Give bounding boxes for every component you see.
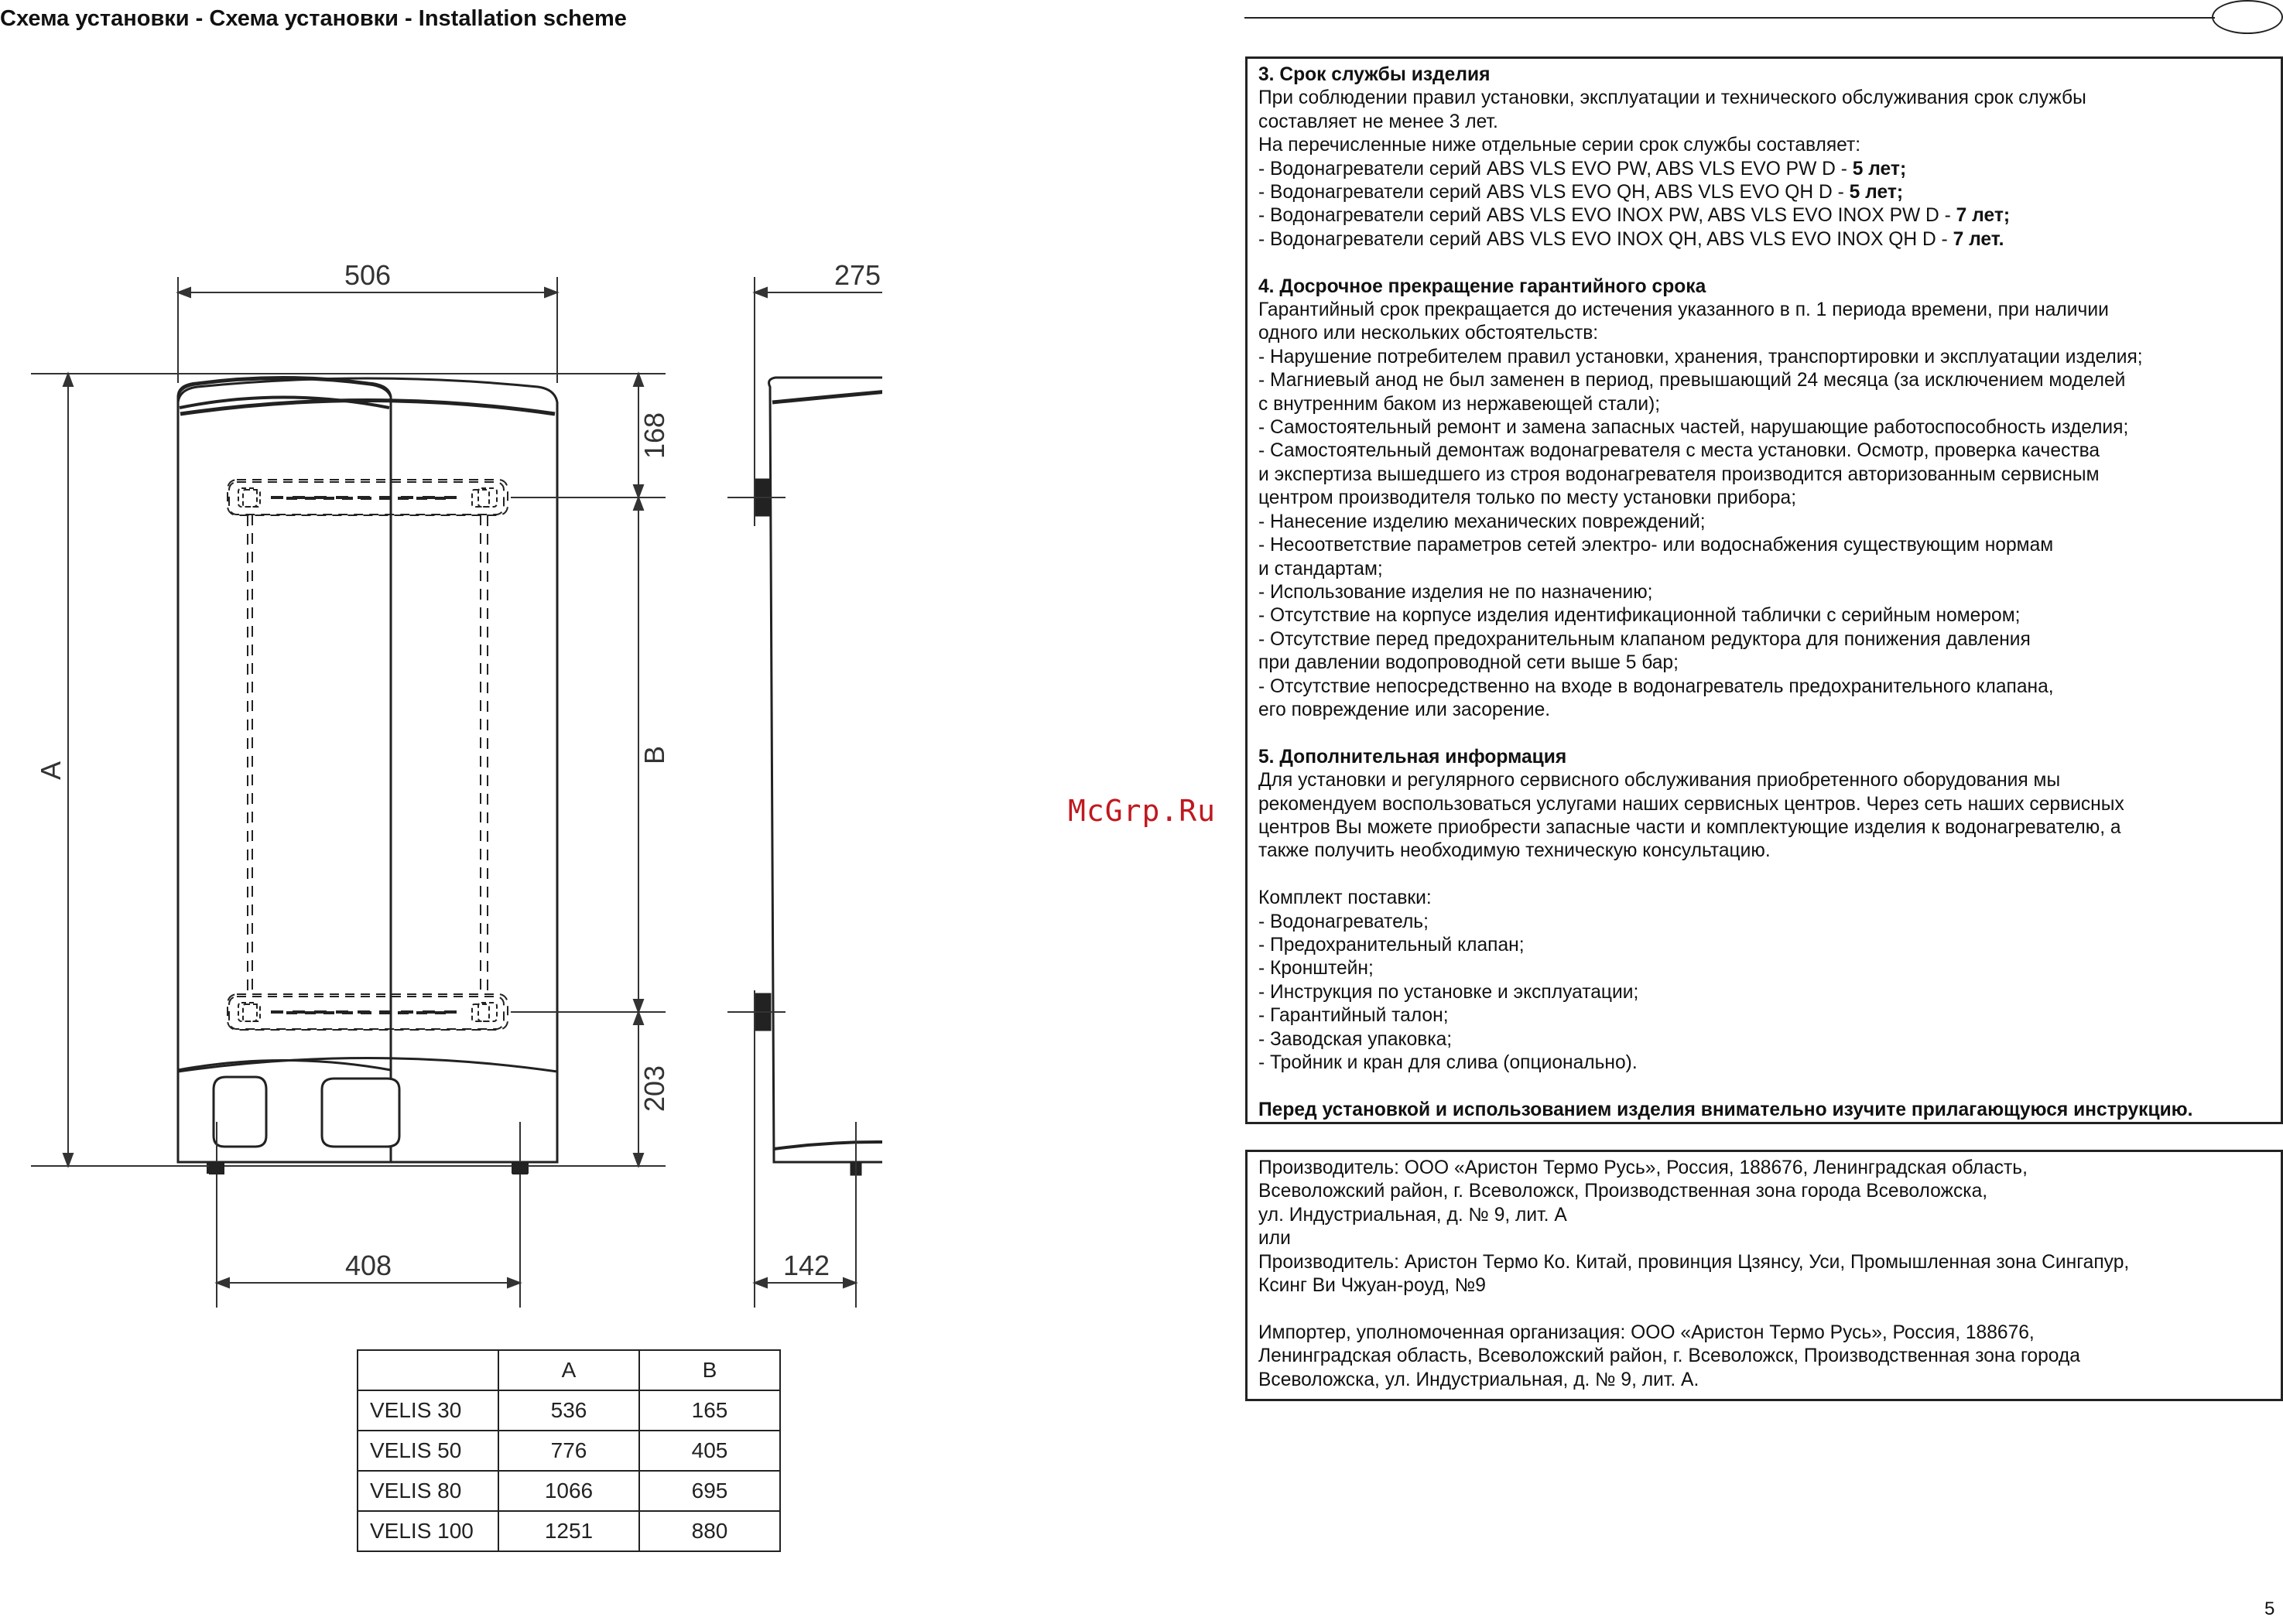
dim-leg-spacing: 408 (344, 1250, 392, 1281)
value-a-cell: 1251 (498, 1511, 639, 1551)
package-item: - Тройник и кран для слива (опционально). (1258, 1052, 1638, 1074)
series-line: - Водонагреватели серий ABS VLS EVO INOX QH, ABS VLS EVO INOX QH D - 7 лет. (1258, 228, 2004, 250)
model-name-cell: VELIS 100 (358, 1511, 498, 1551)
dim-label-b: B (638, 745, 670, 765)
package-item: - Инструкция по установке и эксплуатации; (1258, 981, 1639, 1003)
table-header-row (358, 1350, 780, 1390)
model-name-cell: VELIS 80 (358, 1471, 498, 1511)
text-line: Всеволожский район, г. Всеволожск, Производственная зона города Всеволожска, (1258, 1181, 1988, 1202)
text-line: - Отсутствие на корпусе изделия идентификационной таблички с серийным номером; (1258, 605, 2021, 627)
text-line: Гарантийный срок прекращается до истечения указанного в п. 1 периода времени, при наличии (1258, 299, 2109, 321)
text-line: также получить необходимую техническую консультацию. (1258, 840, 1771, 862)
side-dimensions (727, 277, 882, 1308)
text-line: - Использование изделия не по назначению; (1258, 581, 1653, 603)
text-line: Импортер, уполномоченная организация: ООО «Аристон Термо Русь», Россия, 188676, (1258, 1321, 2035, 1343)
section-title: 4. Досрочное прекращение гарантийного срока (1258, 275, 1706, 297)
table-row (358, 1390, 780, 1431)
text-line: его повреждение или засорение. (1258, 699, 1551, 720)
dim-pipe-offset: 142 (782, 1250, 830, 1281)
dim-front-width: 506 (344, 259, 392, 291)
text-line: На перечисленные ниже отдельные серии срок службы составляет: (1258, 135, 1861, 156)
table-header-cell: A (498, 1350, 639, 1390)
table-header-cell: B (639, 1350, 780, 1390)
value-b-cell: 695 (639, 1471, 780, 1511)
table-header-cell (358, 1350, 498, 1390)
model-name-cell: VELIS 30 (358, 1390, 498, 1431)
table-row (358, 1511, 780, 1551)
page-tab-oval (2212, 0, 2283, 34)
text-line: и экспертиза вышедшего из строя водонагревателя производится авторизованным сервисным (1258, 463, 2100, 485)
dim-label-a: A (35, 761, 67, 781)
front-brackets-real (228, 480, 508, 1030)
text-line: рекомендуем воспользоваться услугами наших сервисных центров. Через сеть наших сервисных (1258, 793, 2124, 815)
text-line: - Нарушение потребителем правил установки, хранения, транспортировки и эксплуатации изделия; (1258, 346, 2143, 368)
table-row (358, 1471, 780, 1511)
front-view (178, 378, 528, 1174)
value-b-cell: 405 (639, 1431, 780, 1471)
header-rule (1244, 17, 2215, 19)
page-number: 5 (2264, 1598, 2275, 1619)
package-item: - Водонагреватель; (1258, 911, 1429, 932)
dim-side-depth: 275 (833, 259, 881, 291)
text-line: одного или нескольких обстоятельств: (1258, 323, 1599, 344)
text-line: Ленинградская область, Всеволожский район, г. Всеволожск, Производственная зона города (1258, 1345, 2080, 1367)
package-item: - Заводская упаковка; (1258, 1028, 1453, 1050)
manufacturer-panel (1245, 1150, 2283, 1401)
text-line: - Магниевый анод не был заменен в период, превышающий 24 месяца (за исключением моделей (1258, 370, 2126, 391)
text-line: составляет не менее 3 лет. (1258, 111, 1498, 132)
text-line: при давлении водопроводной сети выше 5 бар; (1258, 652, 1679, 674)
text-line: Производитель: Аристон Термо Ко. Китай, провинция Цзянсу, Уси, Промышленная зона Сингапур, (1258, 1251, 2130, 1273)
warranty-info-panel (1245, 56, 2283, 1124)
package-title: Комплект поставки: (1258, 887, 1432, 909)
section-title: 3. Срок службы изделия (1258, 64, 1491, 85)
installation-drawing (31, 248, 882, 1331)
series-line: - Водонагреватели серий ABS VLS EVO INOX PW, ABS VLS EVO INOX PW D - 7 лет; (1258, 205, 2011, 227)
model-name-cell: VELIS 50 (358, 1431, 498, 1471)
package-item: - Гарантийный талон; (1258, 1005, 1449, 1027)
package-item: - Предохранительный клапан; (1258, 934, 1525, 956)
text-line: - Самостоятельный ремонт и замена запасных частей, нарушающие работоспособность изделия; (1258, 417, 2129, 439)
text-line: - Самостоятельный демонтаж водонагревателя с места установки. Осмотр, проверка качества (1258, 440, 2100, 462)
front-legs (209, 1162, 528, 1174)
text-line: - Несоответствие параметров сетей электро- или водоснабжения существующим нормам (1258, 535, 2054, 556)
warning-text: Перед установкой и использованием изделия внимательно изучите прилагающуюся инструкцию. (1258, 1099, 2193, 1120)
series-line: - Водонагреватели серий ABS VLS EVO PW, ABS VLS EVO PW D - 5 лет; (1258, 158, 1907, 179)
text-line: центром производителя только по месту установки прибора; (1258, 487, 1797, 509)
value-b-cell: 165 (639, 1390, 780, 1431)
text-line: или (1258, 1228, 1291, 1250)
watermark: McGrp.Ru (1068, 794, 1217, 828)
text-line: Всеволожска, ул. Индустриальная, д. № 9, лит. А. (1258, 1369, 1699, 1390)
front-dimensions (31, 277, 666, 1308)
text-line: Производитель: ООО «Аристон Термо Русь», Россия, 188676, Ленинградская область, (1258, 1157, 2028, 1178)
text-line: и стандартам; (1258, 558, 1383, 580)
text-line: - Отсутствие перед предохранительным клапаном редуктора для понижения давления (1258, 628, 2031, 650)
dim-top-offset: 168 (638, 412, 670, 460)
text-line: При соблюдении правил установки, эксплуатации и технического обслуживания срок службы (1258, 87, 2086, 109)
value-a-cell: 776 (498, 1431, 639, 1471)
value-a-cell: 536 (498, 1390, 639, 1431)
text-line: - Нанесение изделию механических повреждений; (1258, 511, 1706, 532)
value-a-cell: 1066 (498, 1471, 639, 1511)
dim-bottom-offset: 203 (638, 1065, 670, 1113)
section-title: 5. Дополнительная информация (1258, 746, 1567, 768)
text-line: с внутренним баком из нержавеющей стали); (1258, 393, 1661, 415)
series-line: - Водонагреватели серий ABS VLS EVO QH, ABS VLS EVO QH D - 5 лет; (1258, 182, 1904, 203)
text-line: Для установки и регулярного сервисного обслуживания приобретенного оборудования мы (1258, 770, 2061, 791)
package-item: - Кронштейн; (1258, 958, 1374, 980)
page-title: Схема установки - Схема установки - Installation scheme (0, 6, 627, 31)
front-body (178, 378, 557, 1162)
text-line: Ксинг Ви Чжуан-роуд, №9 (1258, 1275, 1486, 1297)
text-line: центров Вы можете приобрести запасные части и комплектующие изделия к водонагревателю, а (1258, 816, 2121, 838)
table-row (358, 1431, 780, 1471)
text-line: - Отсутствие непосредственно на входе в водонагреватель предохранительного клапана, (1258, 675, 2054, 697)
dimension-table (357, 1349, 781, 1552)
value-b-cell: 880 (639, 1511, 780, 1551)
text-line: ул. Индустриальная, д. № 9, лит. А (1258, 1204, 1567, 1226)
